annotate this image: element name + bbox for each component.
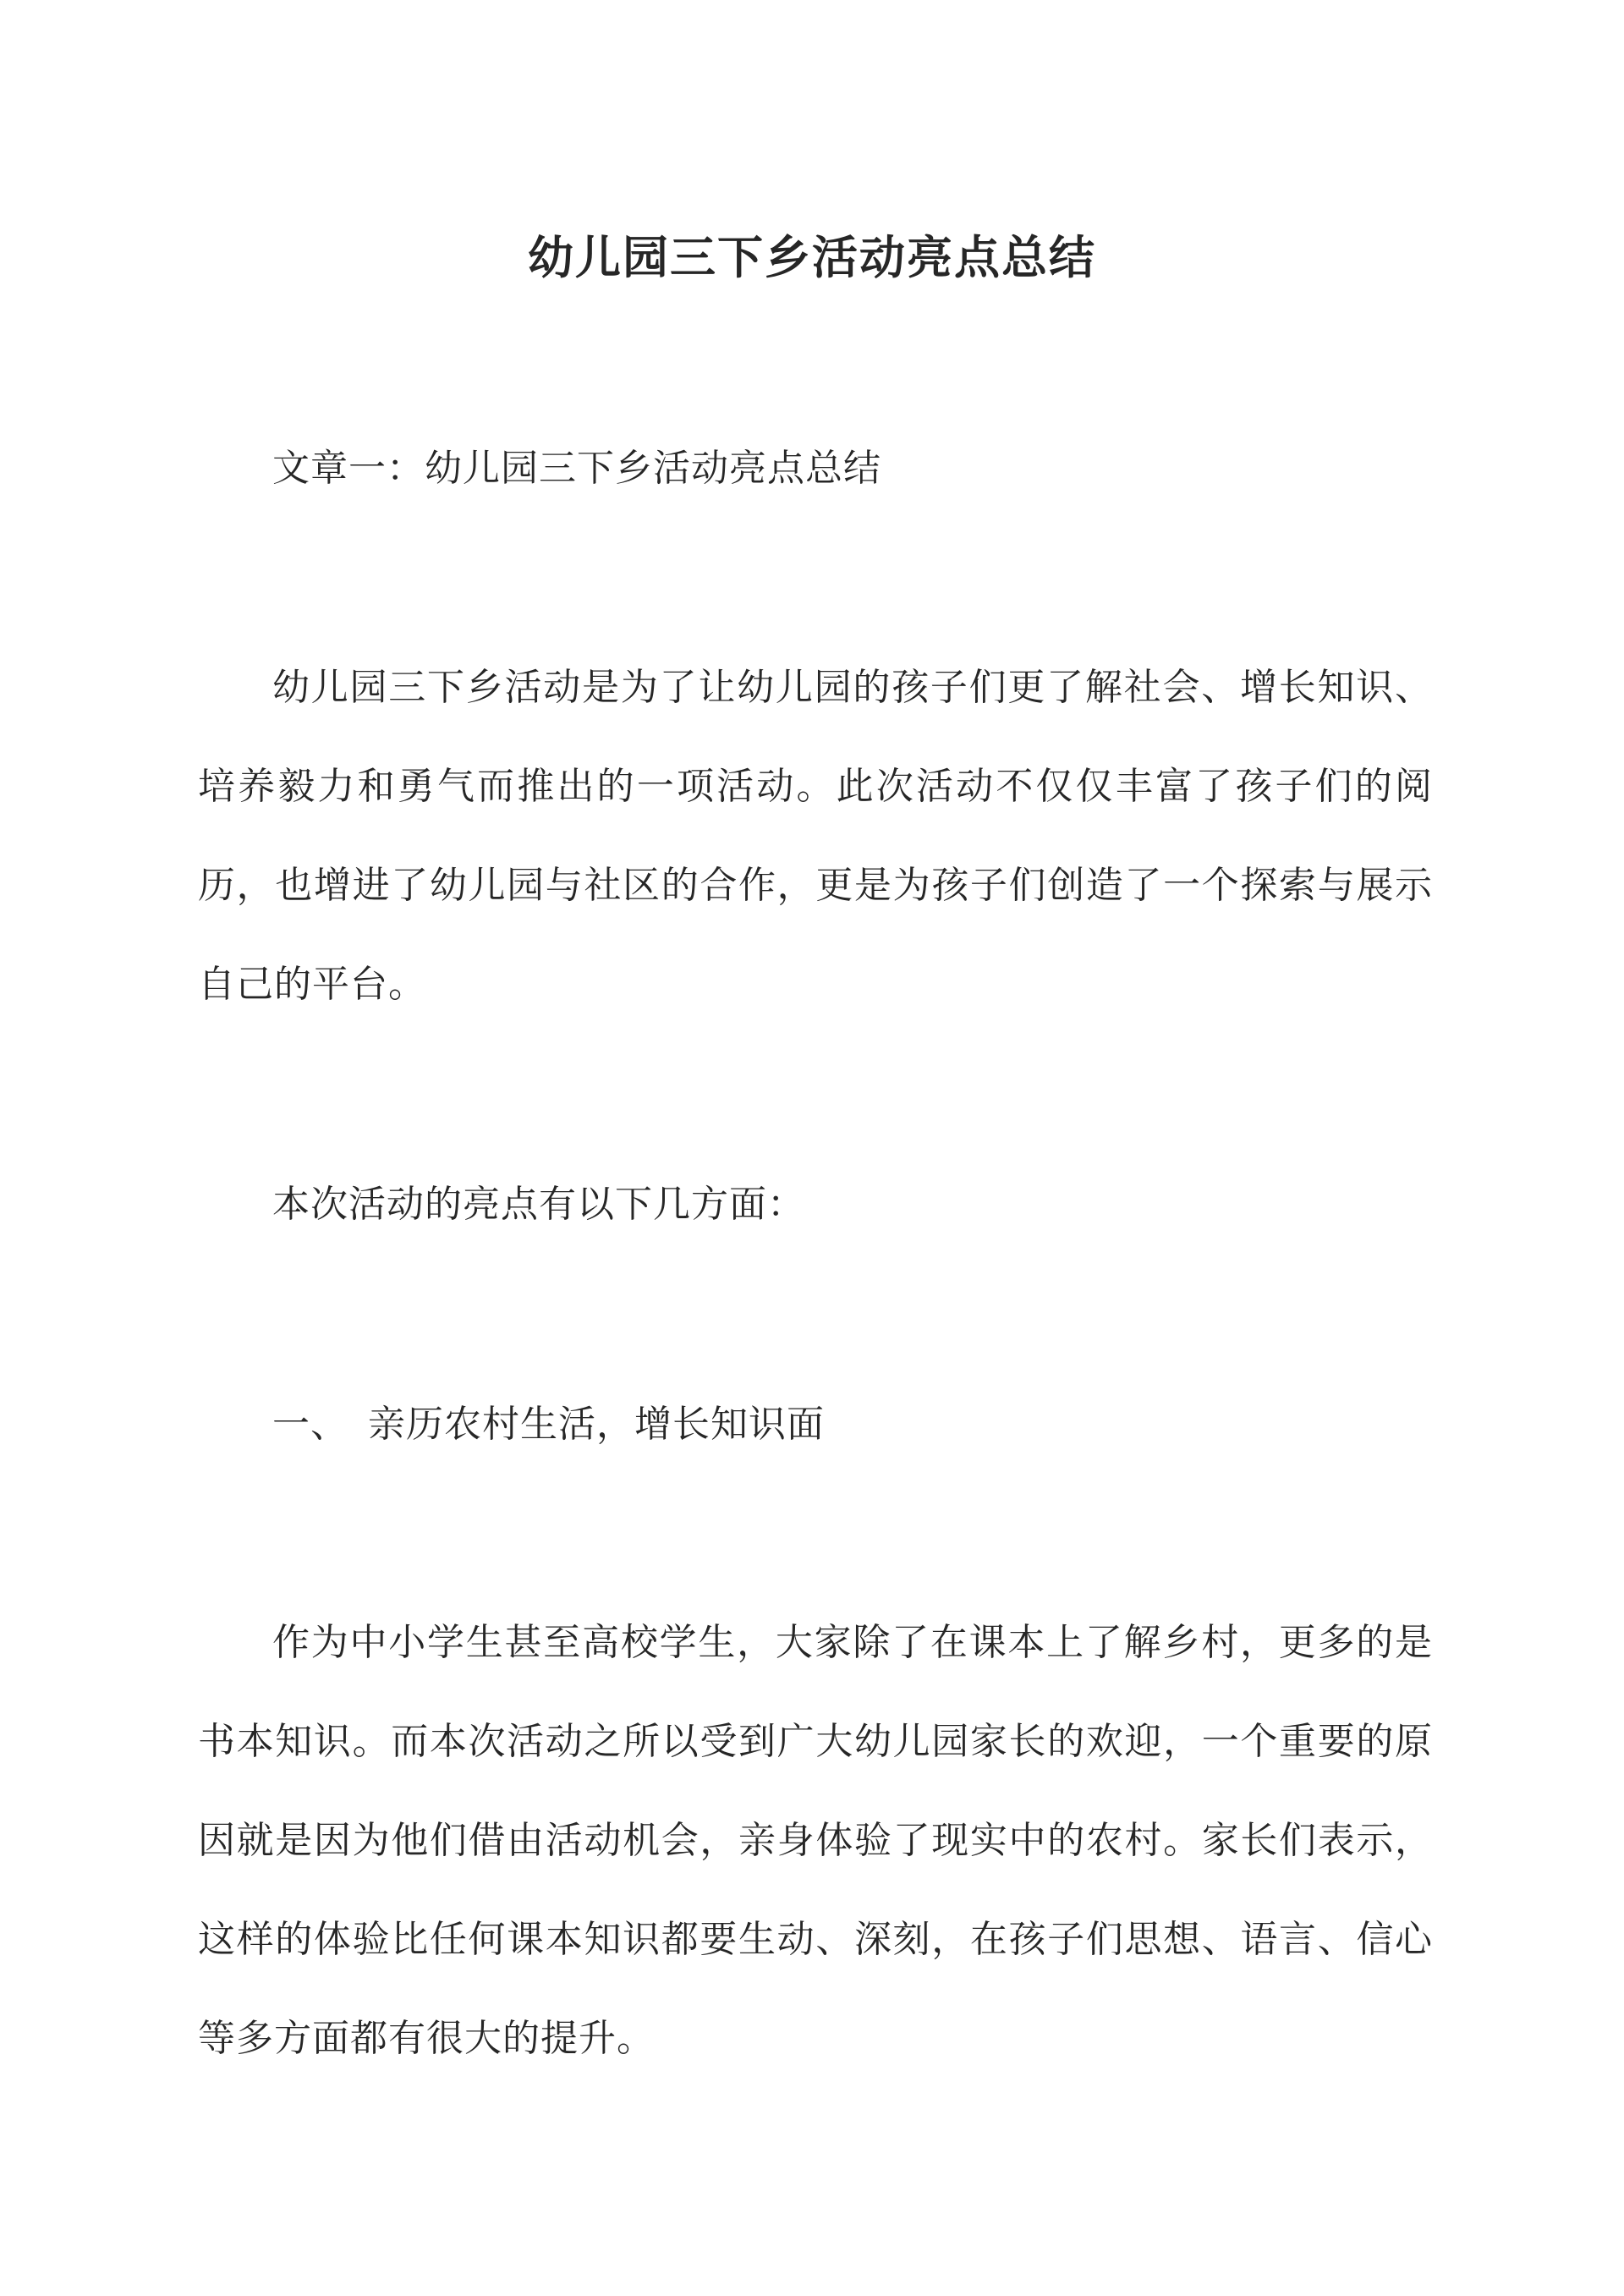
section-paragraph: 作为中小学生甚至高校学生，大家除了在课本上了解乡村，更多的是书本知识。而本次活动之所以受到广大幼儿园家长的欢迎，一个重要的原因就是因为他们借由活动机会，亲身体验了现实中的农村。家长们表示，这样的体验比任何课本知识都要生动、深刻，在孩子们思想、语言、信心等多方面都有很大的提升。 [198, 1621, 1433, 2060]
section-heading: 一、 亲历农村生活，增长知识面 [272, 1403, 825, 1446]
highlights-intro: 本次活动的亮点有以下几方面： [272, 1183, 805, 1226]
document-title: 幼儿园三下乡活动亮点总结 [528, 230, 1096, 285]
article-subtitle: 文章一：幼儿园三下乡活动亮点总结 [272, 447, 881, 490]
intro-paragraph: 幼儿园三下乡活动是为了让幼儿园的孩子们更了解社会、增长知识、培养毅力和勇气而推出的一项活动。此次活动不仅仅丰富了孩子们的阅历，也增进了幼儿园与社区的合作，更是为孩子们创造了一个探索与展示自己的平台。 [198, 666, 1433, 1006]
